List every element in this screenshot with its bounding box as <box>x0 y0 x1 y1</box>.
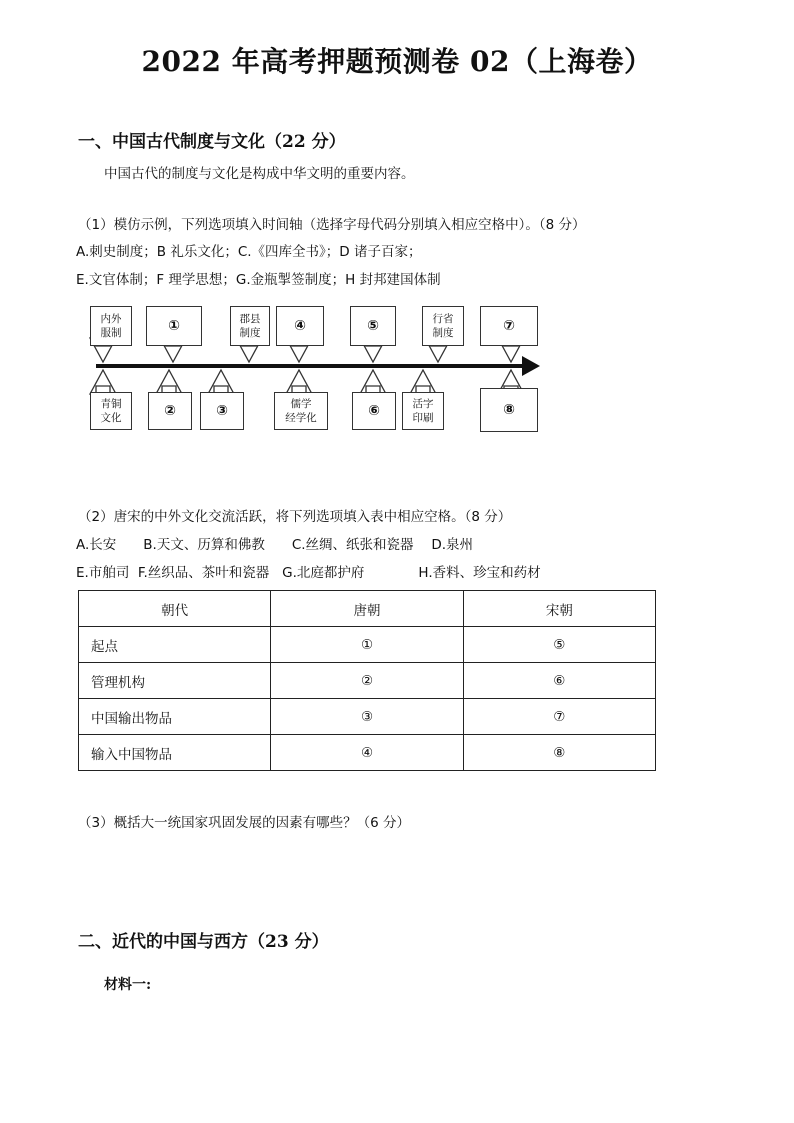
timeline-figure <box>82 298 542 434</box>
table-row-label: 管理机构 <box>79 663 271 699</box>
material1-label: 材料一: <box>104 977 152 993</box>
table-cell-tang: ① <box>271 627 463 663</box>
table-row <box>79 663 656 699</box>
table-header-row <box>79 591 656 627</box>
table-cell-tang: ② <box>271 663 463 699</box>
timeline-bottom-box-1: 青铜 文化 <box>90 392 132 430</box>
table-row-label: 中国输出物品 <box>79 699 271 735</box>
timeline-arrowhead <box>522 356 540 376</box>
table-header-tang: 唐朝 <box>271 591 463 627</box>
connector-bottom-6 <box>410 370 436 394</box>
table-cell-tang: ③ <box>271 699 463 735</box>
table-cell-song: ⑤ <box>463 627 655 663</box>
table-row-label: 输入中国物品 <box>79 735 271 771</box>
connector-bottom-3 <box>208 370 234 394</box>
q1-options-line1: A.刺史制度；B 礼乐文化；C.《四库全书》；D 诸子百家； <box>76 244 422 260</box>
table-row <box>79 699 656 735</box>
q1-options-line2: E.文官体制；F 理学思想；G.金瓶掣签制度；H 封邦建国体制 <box>76 272 441 288</box>
connector-bottom-4 <box>286 370 312 394</box>
section1-heading: 一、中国古代制度与文化（22 分） <box>78 132 346 152</box>
timeline-bottom-box-6: 活字 印刷 <box>402 392 444 430</box>
timeline-bottom-box-7: ⑧ <box>480 388 538 432</box>
table-header-song: 宋朝 <box>463 591 655 627</box>
table-cell-song: ⑥ <box>463 663 655 699</box>
table-row <box>79 627 656 663</box>
table-cell-song: ⑧ <box>463 735 655 771</box>
timeline-top-box-2: ① <box>146 306 202 346</box>
connector-bottom-1 <box>90 370 116 394</box>
connector-bottom-5 <box>360 370 386 394</box>
timeline-bottom-box-3: ③ <box>200 392 244 430</box>
table-row-label: 起点 <box>79 627 271 663</box>
connector-bottom-2 <box>156 370 182 394</box>
section2-heading: 二、近代的中国与西方（23 分） <box>78 932 329 952</box>
timeline-bottom-box-5: ⑥ <box>352 392 396 430</box>
timeline-top-box-1: 内外 服制 <box>90 306 132 346</box>
document-title: 2022 年高考押题预测卷 02（上海卷） <box>141 45 653 78</box>
timeline-bottom-box-4: 儒学 经学化 <box>274 392 328 430</box>
exchange-table <box>78 590 656 771</box>
q1-prompt: （1）模仿示例，下列选项填入时间轴（选择字母代码分别填入相应空格中）。（8 分） <box>78 217 586 233</box>
timeline-top-box-3: 郡县 制度 <box>230 306 270 346</box>
timeline-top-box-6: 行省 制度 <box>422 306 464 346</box>
timeline-top-box-4: ④ <box>276 306 324 346</box>
table-cell-song: ⑦ <box>463 699 655 735</box>
table-row <box>79 735 656 771</box>
timeline-bottom-box-2: ② <box>148 392 192 430</box>
q2-options-line2: E.市舶司 F.丝织品、茶叶和瓷器 G.北庭都护府 H.香料、珍宝和药材 <box>76 565 541 581</box>
timeline-top-box-7: ⑦ <box>480 306 538 346</box>
q3-prompt: （3）概括大一统国家巩固发展的因素有哪些？（6 分） <box>78 815 410 831</box>
section1-intro: 中国古代的制度与文化是构成中华文明的重要内容。 <box>104 166 415 182</box>
table-header-dynasty: 朝代 <box>79 591 271 627</box>
q2-prompt: （2）唐宋的中外文化交流活跃，将下列选项填入表中相应空格。（8 分） <box>78 509 512 525</box>
table-cell-tang: ④ <box>271 735 463 771</box>
q2-options-line1: A.长安 B.天文、历算和佛教 C.丝绸、纸张和瓷器 D.泉州 <box>76 537 474 553</box>
timeline-top-box-5: ⑤ <box>350 306 396 346</box>
